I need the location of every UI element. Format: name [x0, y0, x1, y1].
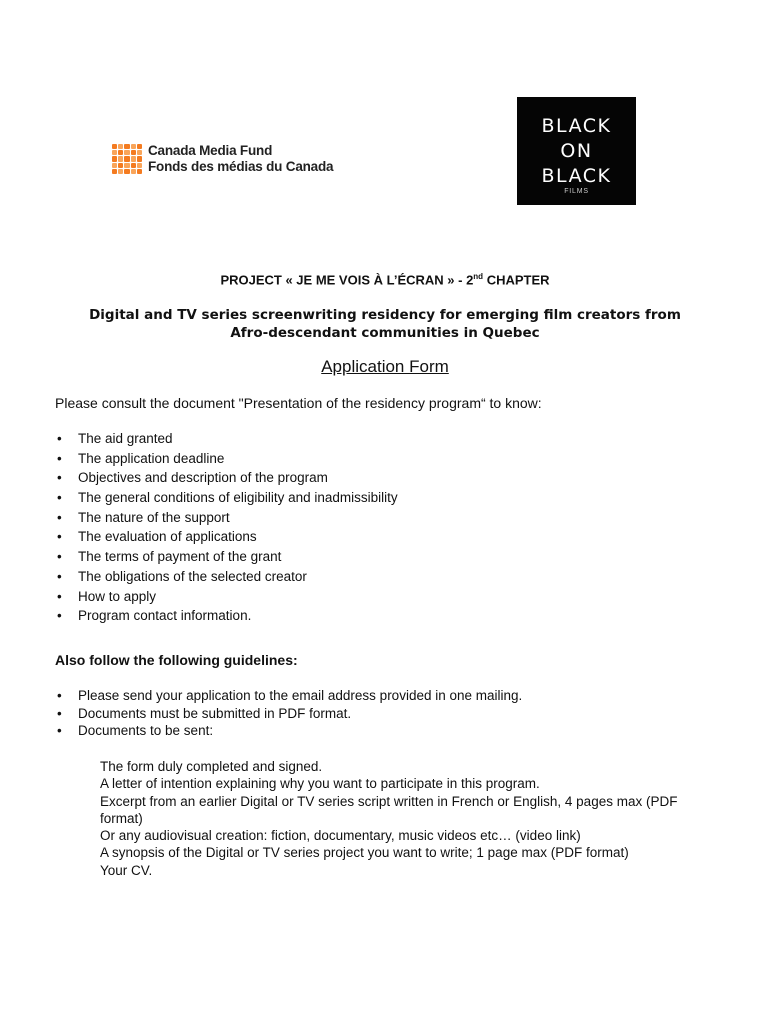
bob-word-films: FILMS — [564, 188, 589, 195]
document-item: A synopsis of the Digital or TV series project you want to write; 1 page max (PDF format) — [100, 845, 629, 861]
bob-word-on: ON — [560, 140, 593, 162]
document-item: Excerpt from an earlier Digital or TV series script written in French or English, 4 pages max (PDF format) — [100, 793, 678, 826]
list-item: • How to apply — [55, 587, 398, 607]
project-heading-ordinal: nd — [473, 272, 484, 281]
black-on-black-films-logo — [517, 97, 636, 205]
intro-text: Please consult the document "Presentation of the residency program“ to know: — [55, 395, 542, 411]
page-title: Application Form — [321, 357, 449, 376]
project-heading-prefix: PROJECT « JE ME VOIS À L’ÉCRAN » - 2 — [220, 272, 474, 288]
residency-subtitle — [70, 306, 700, 342]
list-item: • Please send your application to the email address provided in one mailing. — [55, 687, 522, 705]
cmf-name-english: Canada Media Fund — [148, 143, 273, 158]
project-heading-suffix: CHAPTER — [483, 272, 550, 288]
list-item: • Objectives and description of the program — [55, 468, 398, 488]
cmf-wordmark — [148, 143, 333, 175]
list-item: • The aid granted — [55, 429, 398, 449]
canada-media-fund-logo — [112, 142, 352, 176]
list-item: • Documents must be submitted in PDF format. — [55, 705, 522, 723]
list-item: • Program contact information. — [55, 606, 398, 626]
list-item: • The general conditions of eligibility and inadmissibility — [55, 488, 398, 508]
subtitle-line-2: Afro-descendant communities in Quebec — [230, 325, 540, 341]
document-item: A letter of intention explaining why you want to participate in this program. — [100, 776, 540, 792]
list-item: • Documents to be sent: — [55, 722, 522, 740]
list-item: • The application deadline — [55, 449, 398, 469]
documents-to-send-list — [100, 758, 720, 879]
project-heading — [0, 272, 770, 287]
list-item: • The nature of the support — [55, 508, 398, 528]
subtitle-line-1: Digital and TV series screenwriting residency for emerging film creators from — [89, 307, 681, 323]
guidelines-heading: Also follow the following guidelines: — [55, 652, 298, 668]
cmf-name-french: Fonds des médias du Canada — [148, 159, 334, 174]
bob-word-black-2: BLACK — [541, 165, 612, 187]
bob-word-black: BLACK — [541, 115, 612, 137]
cmf-emblem-icon — [112, 144, 142, 174]
document-item: Or any audiovisual creation: fiction, documentary, music videos etc… (video link) — [100, 828, 581, 844]
list-item: • The terms of payment of the grant — [55, 547, 398, 567]
list-item: • The evaluation of applications — [55, 527, 398, 547]
guidelines-list — [55, 687, 522, 740]
document-item: Your CV. — [100, 862, 153, 878]
document-item: The form duly completed and signed. — [100, 759, 323, 774]
topics-list — [55, 429, 398, 626]
list-item: • The obligations of the selected creator — [55, 567, 398, 587]
